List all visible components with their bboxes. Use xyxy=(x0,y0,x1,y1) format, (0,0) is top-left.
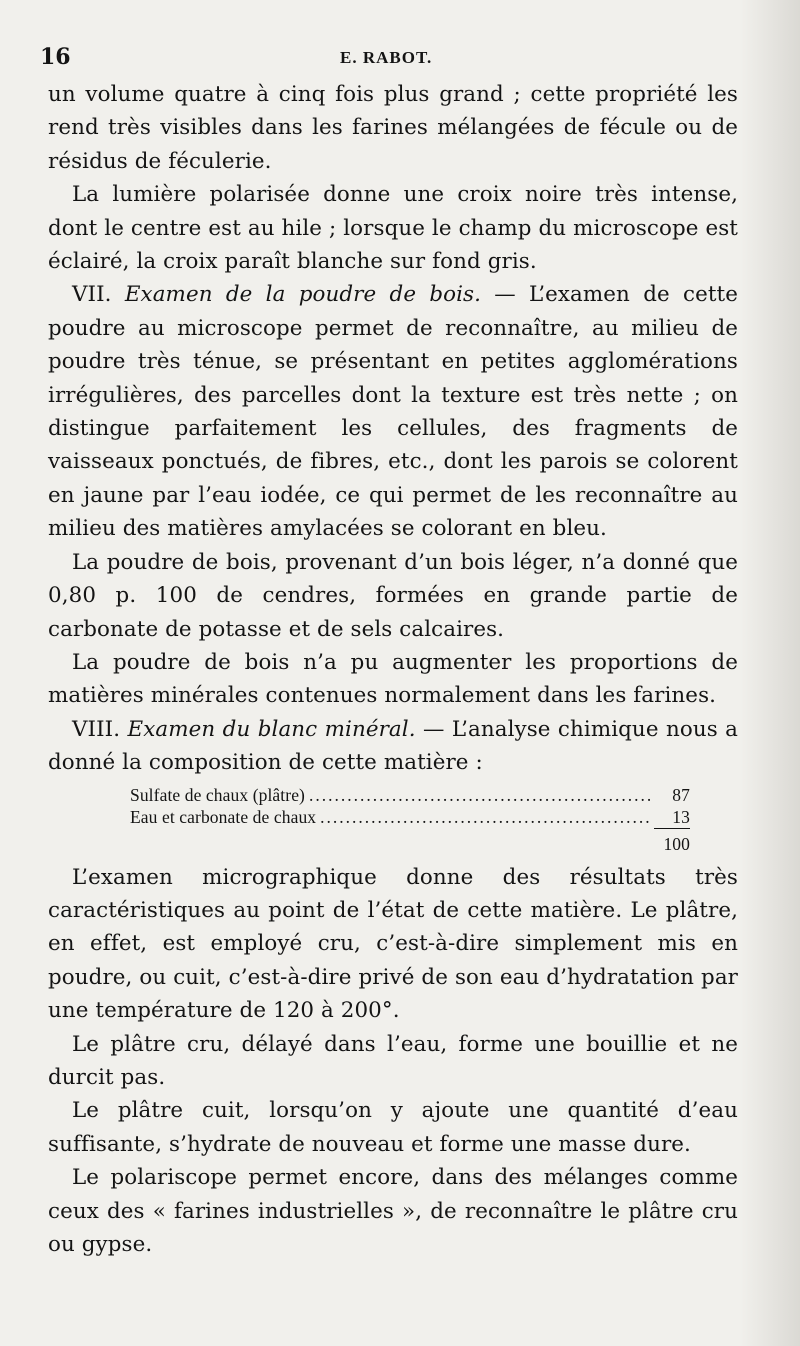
paragraph-2: La lumière polarisée donne une croix noire très intense, dont le centre est au hile ; lorsque le champ du microscope est éclairé, la croix paraît blanche sur fond gris. xyxy=(48,182,738,275)
paragraph-6 xyxy=(48,713,738,780)
paragraph-6-text: — L’analyse chimique nous a donné la composition de cette matière : xyxy=(48,716,739,776)
paragraph-5: La poudre de bois n’a pu augmenter les proportions de matières minérales contenues normalement dans les farines. xyxy=(48,649,738,709)
paragraph-3-text: — L’examen de cette poudre au microscope permet de reconnaître, au milieu de poudre très ténue, se présentant en petites agglomérations irrégulières, des parcelles dont la texture est très nette ; on distingue parfaitement les cellules, des fragments de vaisseaux ponctués, de fibres, etc., dont les parois se colorent en jaune par l’eau iodée, ce qui permet de les reconnaître au milieu des matières amylacées se colorant en bleu. xyxy=(48,282,739,542)
composition-label: Sulfate de chaux (plâtre) xyxy=(130,784,305,805)
paragraph-7: L’examen micrographique donne des résultats très caractéristiques au point de l’état de cette matière. Le plâtre, en effet, est employé cru, c’est-à-dire simplement mis en poudre, ou cuit, c’est-à-dire privé de son eau d’hydratation par une température de 120 à 200°. xyxy=(48,864,738,1024)
composition-row xyxy=(130,806,690,829)
composition-label: Eau et carbonate de chaux xyxy=(130,806,317,827)
page-header xyxy=(40,44,760,74)
section-number-viii: VIII. xyxy=(72,716,121,742)
composition-total-row xyxy=(130,829,690,855)
paragraph-4: La poudre de bois, provenant d’un bois léger, n’a donné que 0,80 p. 100 de cendres, formées en grande partie de carbonate de potasse et de sels calcaires. xyxy=(48,549,738,642)
section-number-vii: VII. xyxy=(72,282,112,308)
running-head: E. RABOT. xyxy=(340,48,433,67)
leader-dots xyxy=(320,806,650,828)
page-number: 16 xyxy=(40,44,71,70)
paragraph-3 xyxy=(48,278,738,545)
body-text xyxy=(48,78,738,1261)
paragraph-1: un volume quatre à cinq fois plus grand ; cette propriété les rend très visibles dans les farines mélangées de fécule ou de résidus de féculerie. xyxy=(48,82,738,174)
paragraph-8: Le plâtre cru, délayé dans l’eau, forme une bouillie et ne durcit pas. xyxy=(48,1031,738,1090)
section-title-viii: Examen du blanc minéral. xyxy=(127,716,416,742)
section-title-vii: Examen de la poudre de bois. xyxy=(124,282,482,308)
composition-total: 100 xyxy=(663,833,690,854)
paragraph-9: Le plâtre cuit, lorsqu’on y ajoute une quantité d’eau suffisante, s’hydrate de nouveau et forme une masse dure. xyxy=(48,1098,738,1157)
page-edge-shadow xyxy=(740,0,800,1346)
composition-value: 13 xyxy=(654,806,690,829)
leader-dots xyxy=(309,784,650,806)
composition-row xyxy=(130,784,690,806)
composition-value: 87 xyxy=(672,784,690,805)
composition-table xyxy=(130,784,690,855)
paragraph-10: Le polariscope permet encore, dans des mélanges comme ceux des « farines industrielles », de reconnaître le plâtre cru ou gypse. xyxy=(48,1165,738,1257)
